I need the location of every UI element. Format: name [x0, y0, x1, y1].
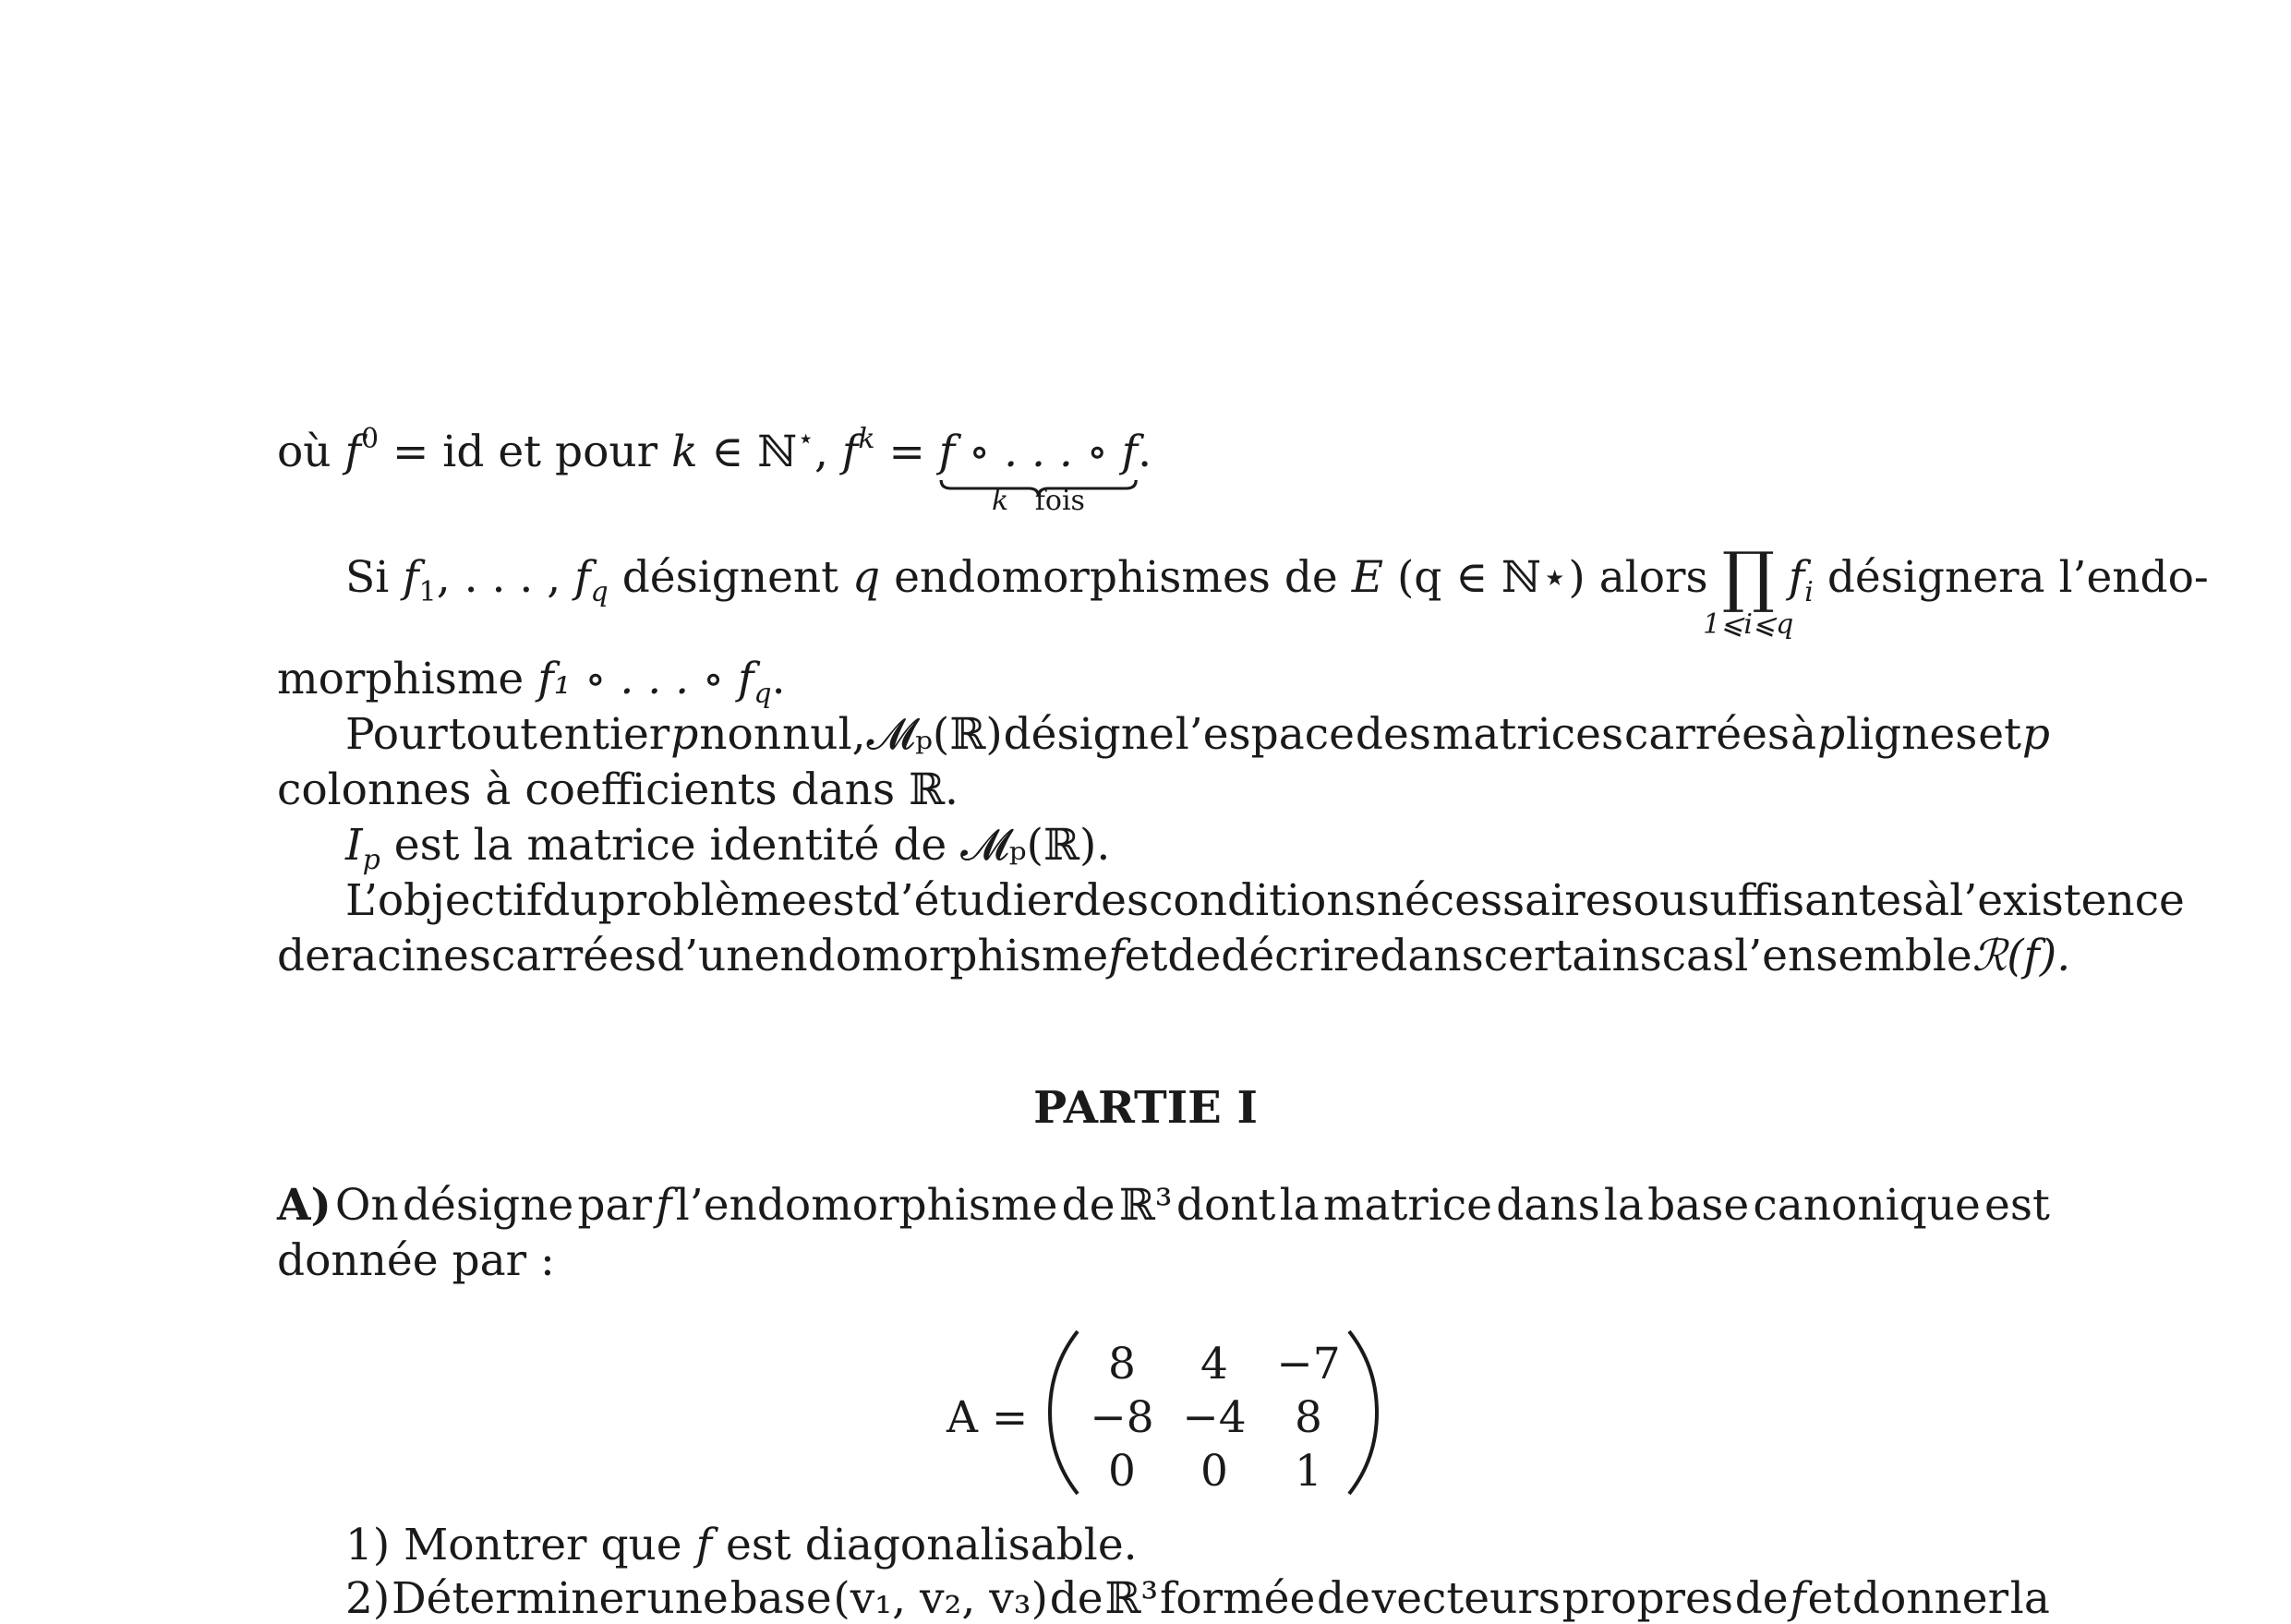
line-racines — [277, 931, 2071, 981]
product-icon: ∏ — [1721, 537, 1775, 615]
sup-star: ⋆ — [797, 423, 814, 455]
text-period: . — [771, 654, 786, 704]
product-limits: 1⩽i⩽q — [1703, 608, 1794, 641]
partA-word: la — [1603, 1180, 1644, 1231]
line8-word: certains — [1483, 931, 1662, 981]
text-eq: = — [888, 427, 925, 477]
line8-word: l’ensemble — [1734, 931, 1972, 981]
sub-i: i — [1804, 576, 1814, 608]
line7-word: conditions — [1149, 875, 1377, 926]
matrix-cell: −8 — [1090, 1392, 1154, 1443]
line7-word: ou — [1633, 875, 1688, 926]
var-q: q — [852, 552, 881, 603]
line8-word: de — [1167, 931, 1222, 981]
q2-word: de — [1049, 1573, 1103, 1624]
underbrace-label — [992, 487, 1085, 515]
q2-word: base — [730, 1573, 832, 1624]
line-definition-fk — [277, 423, 1152, 517]
line7-word: l’existence — [1949, 875, 2185, 926]
matrix-cell: 0 — [1200, 1446, 1228, 1497]
line-objectif — [345, 875, 2185, 926]
partA-word: canonique — [1753, 1180, 1981, 1231]
matrix-cell: 0 — [1108, 1446, 1136, 1497]
section-heading: PARTIE I — [1033, 1082, 1258, 1134]
q2-word: 2) — [345, 1573, 391, 1624]
q2-word: Déterminer — [391, 1573, 645, 1624]
partA-word: est — [1984, 1180, 2050, 1231]
text-designera: désignera l’endo- — [1827, 552, 2209, 603]
line-matrices-space — [345, 709, 2050, 760]
line-coefficients — [277, 764, 959, 815]
partA-word: On — [334, 1180, 399, 1231]
right-paren-icon — [1344, 1329, 1381, 1496]
var-fq: f — [574, 552, 591, 603]
var-fi: f — [1788, 552, 1805, 603]
q1-text-b: est diagonalisable. — [725, 1520, 1138, 1570]
var-f: f — [344, 427, 361, 477]
text-si: Si — [345, 552, 390, 603]
text-eq-id: = id et pour — [392, 427, 658, 477]
sub-1: 1 — [418, 576, 437, 608]
q2-word: une — [646, 1573, 729, 1624]
sub-q: q — [754, 678, 772, 710]
brace-k: k — [991, 485, 1009, 517]
line4-word: nul, — [782, 709, 866, 760]
line4-word: l’espace — [1175, 709, 1355, 760]
partA-label: A) — [277, 1180, 332, 1231]
text-paren: (q ∈ ℕ⋆) alors — [1396, 552, 1708, 603]
var-I: I — [345, 820, 363, 871]
text-coefficients: colonnes à coefficients dans ℝ. — [277, 764, 959, 815]
line4-word: entier — [537, 709, 670, 760]
partA-word: de — [1061, 1180, 1115, 1231]
var-fk: f — [841, 427, 859, 477]
sub-p: p — [362, 844, 380, 876]
matrix-cell: −4 — [1182, 1392, 1247, 1443]
line7-word: d’étudier — [872, 875, 1074, 926]
line-product-def — [345, 537, 2209, 641]
var-f1: f — [403, 552, 419, 603]
text-dots: , . . . , — [436, 552, 561, 603]
q2-word: (v₁, v₂, v₃) — [833, 1573, 1048, 1624]
line4-word: non — [699, 709, 782, 760]
var-f: f — [695, 1520, 712, 1570]
partA-word: matrice — [1322, 1180, 1492, 1231]
line8-word: cas — [1661, 931, 1735, 981]
partA-word: l’endomorphisme — [675, 1180, 1058, 1231]
partA-word: la — [1279, 1180, 1320, 1231]
line7-word: du — [542, 875, 598, 926]
line4-word: 𝓜ₚ(ℝ) — [866, 709, 1003, 760]
text-morphisme: morphisme — [277, 654, 525, 704]
line8-word: carrées — [490, 931, 657, 981]
text-donnee-par: donnée par : — [277, 1235, 555, 1286]
line8-word: décrire — [1221, 931, 1381, 981]
line8-word: et — [1124, 931, 1168, 981]
line4-word: et — [1978, 709, 2021, 760]
text-ou: où — [277, 427, 332, 477]
composition-expr: f ∘ . . . ∘ f — [938, 427, 1139, 477]
text-period: . — [1138, 427, 1152, 477]
line7-word: suffisantes — [1687, 875, 1924, 926]
text-endo: endomorphismes de — [894, 552, 1338, 603]
sup-k: k — [858, 423, 875, 455]
matrix-cell: 8 — [1295, 1392, 1322, 1443]
partA-word: par — [577, 1180, 652, 1231]
partA-word: dont — [1176, 1180, 1276, 1231]
q2-word: ℝ³ — [1104, 1573, 1159, 1624]
var-k: k — [671, 427, 698, 477]
var-E: E — [1351, 552, 1383, 603]
q2-word: la — [2009, 1573, 2050, 1624]
line7-word: problème — [597, 875, 807, 926]
sup-zero: 0 — [360, 423, 380, 455]
matrix-cell: −7 — [1276, 1339, 1341, 1389]
line4-word: p — [2021, 709, 2050, 760]
line4-word: désigne — [1003, 709, 1175, 760]
line8-word: ℛ(f). — [1971, 931, 2071, 981]
composition-f1-fq: f₁ ∘ . . . ∘ f — [537, 654, 754, 704]
partA-word: f — [656, 1180, 672, 1231]
matrix-cell: 1 — [1295, 1446, 1322, 1497]
line8-word: de — [277, 931, 331, 981]
q1-text-a: 1) Montrer que — [345, 1520, 682, 1570]
line4-word: matrices — [1431, 709, 1624, 760]
matrix-cell: 4 — [1200, 1339, 1228, 1389]
line8-word: racines — [330, 931, 491, 981]
partA-word: ℝ³ — [1118, 1180, 1173, 1231]
line4-word: carrées — [1624, 709, 1791, 760]
question-1 — [345, 1520, 1138, 1570]
q2-word: et — [1807, 1573, 1851, 1624]
line-morphisme — [277, 654, 786, 710]
underbrace-group — [938, 427, 1139, 517]
line4-word: Pour — [345, 709, 448, 760]
line-identity — [345, 820, 1111, 876]
text-in-n: ∈ ℕ — [711, 427, 798, 477]
text-comma: , — [814, 427, 828, 477]
line8-word: d’un — [656, 931, 754, 981]
q2-word: donner — [1851, 1573, 2009, 1624]
q2-word: vecteurs — [1371, 1573, 1561, 1624]
sub-q: q — [590, 576, 609, 608]
q2-word: formée — [1159, 1573, 1316, 1624]
line7-word: est — [806, 875, 873, 926]
partA-word: dans — [1496, 1180, 1600, 1231]
line7-word: à — [1923, 875, 1950, 926]
line4-word: lignes — [1845, 709, 1978, 760]
question-2 — [345, 1573, 2050, 1624]
q2-word: f — [1790, 1573, 1806, 1624]
line-partA-2 — [277, 1235, 555, 1286]
line8-word: endomorphisme — [754, 931, 1109, 981]
line8-word: dans — [1380, 931, 1484, 981]
line7-word: nécessaires — [1376, 875, 1634, 926]
line4-word: des — [1355, 709, 1431, 760]
q2-word: propres — [1561, 1573, 1733, 1624]
matrix-lhs: A = — [947, 1392, 1029, 1443]
partA-word: base — [1647, 1180, 1750, 1231]
line4-word: tout — [448, 709, 538, 760]
line4-word: p — [1816, 709, 1846, 760]
line4-word: p — [670, 709, 699, 760]
text-designent: désignent — [621, 552, 839, 603]
matrix-cell: 8 — [1108, 1339, 1136, 1389]
brace-fois: fois — [1034, 485, 1085, 517]
line4-word: à — [1790, 709, 1816, 760]
q2-word: de — [1734, 1573, 1789, 1624]
line7-word: des — [1073, 875, 1150, 926]
q2-word: de — [1317, 1573, 1370, 1624]
partA-word: désigne — [402, 1180, 574, 1231]
line-partA — [277, 1180, 2050, 1231]
line7-word: L’objectif — [345, 875, 543, 926]
product-operator — [1703, 537, 1794, 641]
text-identity: est la matrice identité de 𝓜ₚ(ℝ). — [393, 820, 1111, 871]
line8-word: f — [1108, 931, 1125, 981]
